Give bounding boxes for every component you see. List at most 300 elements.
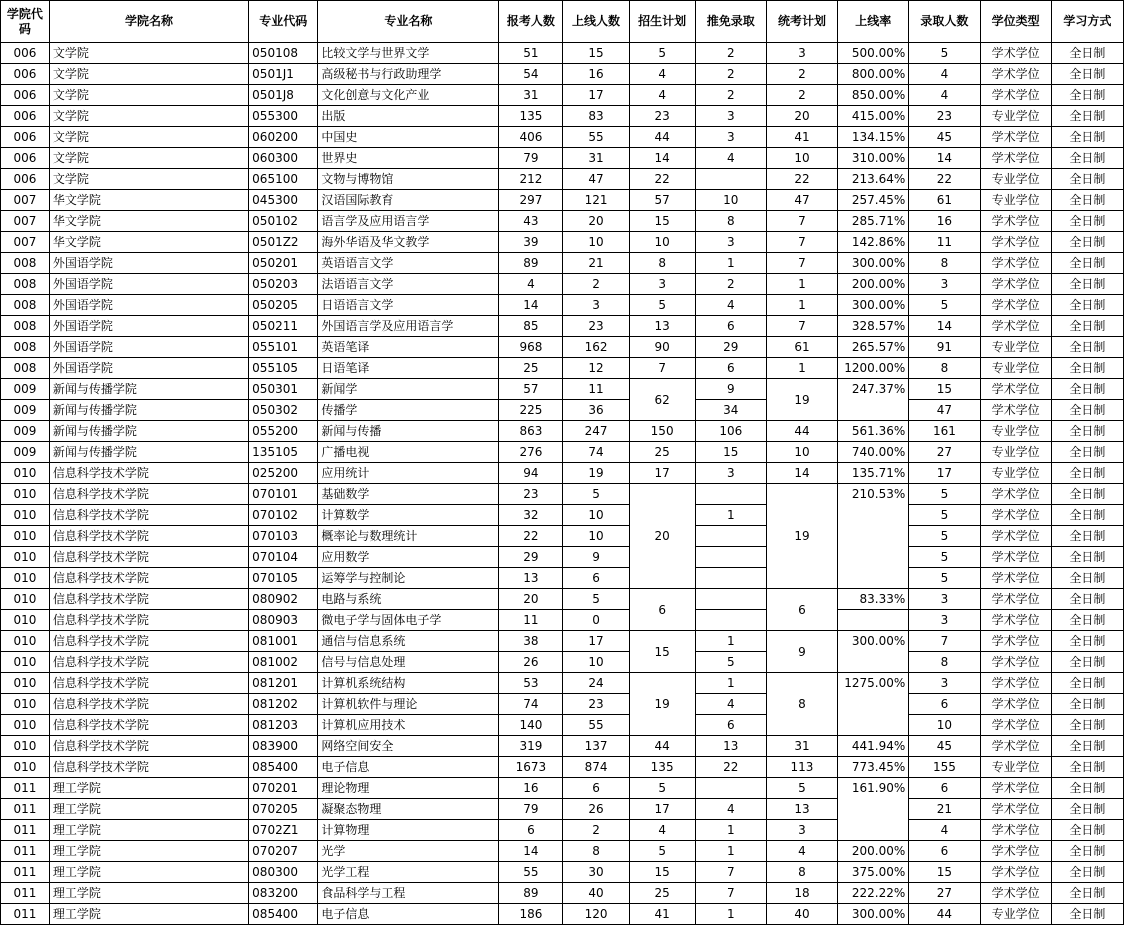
cell-major-name: 网络空间安全 <box>318 736 499 757</box>
cell-major-code: 070102 <box>249 505 318 526</box>
cell-exempt: 1 <box>695 820 766 841</box>
cell-plan: 4 <box>629 85 695 106</box>
cell-college-code: 010 <box>1 505 50 526</box>
cell-passed: 23 <box>563 694 629 715</box>
cell-plan: 5 <box>629 841 695 862</box>
cell-exam-plan: 7 <box>766 316 837 337</box>
cell-admitted: 14 <box>909 148 980 169</box>
cell-college-name: 信息科学技术学院 <box>49 652 248 673</box>
cell-college-code: 010 <box>1 652 50 673</box>
table-row <box>1 799 1124 820</box>
cell-college-name: 华文学院 <box>49 232 248 253</box>
cell-degree-type: 学术学位 <box>980 43 1051 64</box>
cell-major-name: 出版 <box>318 106 499 127</box>
cell-study-mode: 全日制 <box>1051 799 1123 820</box>
cell-exempt: 13 <box>695 736 766 757</box>
cell-plan: 4 <box>629 64 695 85</box>
cell-pass-rate: 134.15% <box>838 127 909 148</box>
cell-college-name: 外国语学院 <box>49 316 248 337</box>
cell-admitted: 15 <box>909 862 980 883</box>
col-exam-plan: 统考计划 <box>766 1 837 43</box>
cell-major-name: 运筹学与控制论 <box>318 568 499 589</box>
cell-study-mode: 全日制 <box>1051 841 1123 862</box>
cell-applicants: 94 <box>499 463 563 484</box>
cell-study-mode: 全日制 <box>1051 421 1123 442</box>
cell-major-code: 050301 <box>249 379 318 400</box>
cell-pass-rate: 300.00% <box>838 295 909 316</box>
cell-passed: 17 <box>563 631 629 652</box>
table-row <box>1 295 1124 316</box>
cell-major-name: 计算机应用技术 <box>318 715 499 736</box>
cell-plan: 41 <box>629 904 695 925</box>
cell-pass-rate: 247.37% <box>838 379 909 421</box>
cell-college-code: 006 <box>1 127 50 148</box>
cell-study-mode: 全日制 <box>1051 694 1123 715</box>
cell-passed: 36 <box>563 400 629 421</box>
cell-pass-rate: 328.57% <box>838 316 909 337</box>
cell-college-name: 信息科学技术学院 <box>49 589 248 610</box>
cell-major-code: 050302 <box>249 400 318 421</box>
cell-plan: 15 <box>629 211 695 232</box>
col-study-mode: 学习方式 <box>1051 1 1123 43</box>
cell-college-code: 010 <box>1 589 50 610</box>
cell-major-code: 070103 <box>249 526 318 547</box>
cell-pass-rate: 200.00% <box>838 841 909 862</box>
cell-major-name: 外国语言学及应用语言学 <box>318 316 499 337</box>
cell-admitted: 5 <box>909 484 980 505</box>
col-passed: 上线人数 <box>563 1 629 43</box>
cell-applicants: 135 <box>499 106 563 127</box>
cell-college-name: 新闻与传播学院 <box>49 379 248 400</box>
cell-applicants: 276 <box>499 442 563 463</box>
cell-study-mode: 全日制 <box>1051 64 1123 85</box>
cell-pass-rate: 561.36% <box>838 421 909 442</box>
cell-pass-rate: 1275.00% <box>838 673 909 736</box>
cell-exempt: 10 <box>695 190 766 211</box>
cell-admitted: 161 <box>909 421 980 442</box>
cell-plan: 13 <box>629 316 695 337</box>
cell-applicants: 16 <box>499 778 563 799</box>
cell-passed: 2 <box>563 820 629 841</box>
cell-college-code: 007 <box>1 211 50 232</box>
cell-exam-plan: 10 <box>766 148 837 169</box>
cell-study-mode: 全日制 <box>1051 232 1123 253</box>
cell-exam-plan: 61 <box>766 337 837 358</box>
cell-passed: 10 <box>563 526 629 547</box>
cell-major-code: 055101 <box>249 337 318 358</box>
cell-college-code: 008 <box>1 358 50 379</box>
cell-major-code: 050201 <box>249 253 318 274</box>
cell-college-code: 011 <box>1 820 50 841</box>
table-row <box>1 64 1124 85</box>
cell-study-mode: 全日制 <box>1051 442 1123 463</box>
cell-study-mode: 全日制 <box>1051 316 1123 337</box>
cell-exam-plan: 10 <box>766 442 837 463</box>
cell-study-mode: 全日制 <box>1051 379 1123 400</box>
cell-admitted: 45 <box>909 736 980 757</box>
cell-exam-plan: 20 <box>766 106 837 127</box>
table-row <box>1 757 1124 778</box>
cell-pass-rate: 161.90% <box>838 778 909 841</box>
cell-major-name: 英语语言文学 <box>318 253 499 274</box>
cell-college-name: 外国语学院 <box>49 274 248 295</box>
cell-study-mode: 全日制 <box>1051 169 1123 190</box>
cell-exam-plan: 113 <box>766 757 837 778</box>
cell-applicants: 55 <box>499 862 563 883</box>
cell-passed: 10 <box>563 232 629 253</box>
cell-passed: 6 <box>563 568 629 589</box>
cell-plan: 25 <box>629 442 695 463</box>
cell-applicants: 14 <box>499 295 563 316</box>
cell-study-mode: 全日制 <box>1051 106 1123 127</box>
cell-admitted: 6 <box>909 841 980 862</box>
cell-major-code: 083900 <box>249 736 318 757</box>
cell-college-code: 008 <box>1 274 50 295</box>
cell-plan: 57 <box>629 190 695 211</box>
cell-college-code: 008 <box>1 295 50 316</box>
col-exempt: 推免录取 <box>695 1 766 43</box>
cell-plan: 62 <box>629 379 695 421</box>
cell-pass-rate: 800.00% <box>838 64 909 85</box>
cell-passed: 11 <box>563 379 629 400</box>
cell-college-name: 文学院 <box>49 85 248 106</box>
cell-plan: 15 <box>629 862 695 883</box>
cell-pass-rate: 200.00% <box>838 274 909 295</box>
cell-exam-plan: 2 <box>766 85 837 106</box>
cell-study-mode: 全日制 <box>1051 505 1123 526</box>
cell-major-code: 080903 <box>249 610 318 631</box>
cell-admitted: 8 <box>909 358 980 379</box>
cell-college-code: 010 <box>1 463 50 484</box>
cell-passed: 9 <box>563 547 629 568</box>
cell-exam-plan: 2 <box>766 64 837 85</box>
cell-passed: 40 <box>563 883 629 904</box>
cell-major-name: 凝聚态物理 <box>318 799 499 820</box>
cell-passed: 2 <box>563 274 629 295</box>
cell-major-code: 050211 <box>249 316 318 337</box>
cell-major-code: 055300 <box>249 106 318 127</box>
cell-college-code: 009 <box>1 379 50 400</box>
cell-pass-rate: 300.00% <box>838 631 909 673</box>
table-row <box>1 652 1124 673</box>
cell-college-name: 外国语学院 <box>49 358 248 379</box>
cell-study-mode: 全日制 <box>1051 883 1123 904</box>
cell-pass-rate: 300.00% <box>838 904 909 925</box>
cell-major-name: 微电子学与固体电子学 <box>318 610 499 631</box>
cell-plan: 5 <box>629 778 695 799</box>
cell-college-name: 华文学院 <box>49 190 248 211</box>
cell-study-mode: 全日制 <box>1051 43 1123 64</box>
cell-plan: 44 <box>629 127 695 148</box>
cell-admitted: 4 <box>909 64 980 85</box>
table-row <box>1 505 1124 526</box>
cell-admitted: 7 <box>909 631 980 652</box>
cell-major-code: 070105 <box>249 568 318 589</box>
cell-pass-rate: 265.57% <box>838 337 909 358</box>
table-row <box>1 841 1124 862</box>
col-plan: 招生计划 <box>629 1 695 43</box>
cell-study-mode: 全日制 <box>1051 547 1123 568</box>
cell-exam-plan: 47 <box>766 190 837 211</box>
cell-admitted: 91 <box>909 337 980 358</box>
table-row <box>1 673 1124 694</box>
cell-degree-type: 学术学位 <box>980 841 1051 862</box>
cell-plan: 3 <box>629 274 695 295</box>
cell-major-name: 语言学及应用语言学 <box>318 211 499 232</box>
cell-major-name: 计算机软件与理论 <box>318 694 499 715</box>
cell-exempt: 15 <box>695 442 766 463</box>
cell-pass-rate: 441.94% <box>838 736 909 757</box>
cell-degree-type: 专业学位 <box>980 190 1051 211</box>
cell-major-name: 食品科学与工程 <box>318 883 499 904</box>
cell-plan: 10 <box>629 232 695 253</box>
table-row <box>1 547 1124 568</box>
cell-college-code: 010 <box>1 631 50 652</box>
cell-major-name: 高级秘书与行政助理学 <box>318 64 499 85</box>
cell-study-mode: 全日制 <box>1051 652 1123 673</box>
table-row <box>1 484 1124 505</box>
cell-major-name: 新闻与传播 <box>318 421 499 442</box>
table-row <box>1 526 1124 547</box>
cell-applicants: 297 <box>499 190 563 211</box>
table-row <box>1 106 1124 127</box>
table-row <box>1 379 1124 400</box>
cell-plan: 7 <box>629 358 695 379</box>
cell-admitted: 5 <box>909 43 980 64</box>
cell-college-name: 文学院 <box>49 64 248 85</box>
cell-passed: 0 <box>563 610 629 631</box>
cell-admitted: 16 <box>909 211 980 232</box>
cell-plan: 8 <box>629 253 695 274</box>
cell-admitted: 6 <box>909 778 980 799</box>
cell-applicants: 39 <box>499 232 563 253</box>
cell-exempt <box>695 526 766 547</box>
cell-admitted: 3 <box>909 274 980 295</box>
cell-college-name: 理工学院 <box>49 862 248 883</box>
cell-major-name: 应用统计 <box>318 463 499 484</box>
cell-admitted: 44 <box>909 904 980 925</box>
cell-college-code: 011 <box>1 841 50 862</box>
table-row <box>1 337 1124 358</box>
table-row <box>1 190 1124 211</box>
cell-plan: 19 <box>629 673 695 736</box>
cell-degree-type: 学术学位 <box>980 694 1051 715</box>
cell-major-code: 085400 <box>249 757 318 778</box>
cell-major-code: 025200 <box>249 463 318 484</box>
cell-college-code: 009 <box>1 400 50 421</box>
table-row <box>1 778 1124 799</box>
cell-pass-rate: 773.45% <box>838 757 909 778</box>
cell-study-mode: 全日制 <box>1051 610 1123 631</box>
cell-exempt: 3 <box>695 463 766 484</box>
cell-study-mode: 全日制 <box>1051 526 1123 547</box>
cell-college-name: 信息科学技术学院 <box>49 631 248 652</box>
cell-major-code: 081202 <box>249 694 318 715</box>
cell-pass-rate: 135.71% <box>838 463 909 484</box>
cell-admitted: 21 <box>909 799 980 820</box>
cell-exempt: 4 <box>695 148 766 169</box>
cell-college-name: 信息科学技术学院 <box>49 547 248 568</box>
cell-passed: 15 <box>563 43 629 64</box>
cell-college-name: 信息科学技术学院 <box>49 610 248 631</box>
col-applicants: 报考人数 <box>499 1 563 43</box>
cell-admitted: 27 <box>909 442 980 463</box>
cell-passed: 8 <box>563 841 629 862</box>
col-admitted: 录取人数 <box>909 1 980 43</box>
cell-study-mode: 全日制 <box>1051 400 1123 421</box>
cell-exempt: 4 <box>695 694 766 715</box>
cell-major-name: 比较文学与世界文学 <box>318 43 499 64</box>
cell-college-code: 009 <box>1 442 50 463</box>
cell-applicants: 23 <box>499 484 563 505</box>
cell-college-code: 010 <box>1 694 50 715</box>
cell-passed: 10 <box>563 652 629 673</box>
cell-exempt: 6 <box>695 358 766 379</box>
cell-pass-rate: 257.45% <box>838 190 909 211</box>
cell-major-code: 135105 <box>249 442 318 463</box>
cell-pass-rate: 210.53% <box>838 484 909 589</box>
cell-college-code: 010 <box>1 610 50 631</box>
cell-study-mode: 全日制 <box>1051 253 1123 274</box>
cell-admitted: 3 <box>909 673 980 694</box>
cell-applicants: 29 <box>499 547 563 568</box>
table-row <box>1 169 1124 190</box>
cell-college-name: 理工学院 <box>49 778 248 799</box>
cell-major-name: 世界史 <box>318 148 499 169</box>
cell-exempt <box>695 547 766 568</box>
cell-college-code: 007 <box>1 232 50 253</box>
cell-degree-type: 学术学位 <box>980 820 1051 841</box>
cell-major-name: 新闻学 <box>318 379 499 400</box>
table-row <box>1 316 1124 337</box>
table-row <box>1 43 1124 64</box>
cell-applicants: 57 <box>499 379 563 400</box>
cell-applicants: 89 <box>499 253 563 274</box>
cell-college-name: 新闻与传播学院 <box>49 400 248 421</box>
cell-degree-type: 学术学位 <box>980 862 1051 883</box>
cell-exam-plan: 3 <box>766 820 837 841</box>
cell-exam-plan: 1 <box>766 295 837 316</box>
cell-admitted: 8 <box>909 253 980 274</box>
cell-applicants: 186 <box>499 904 563 925</box>
cell-passed: 12 <box>563 358 629 379</box>
cell-degree-type: 学术学位 <box>980 778 1051 799</box>
cell-applicants: 43 <box>499 211 563 232</box>
cell-major-code: 081201 <box>249 673 318 694</box>
cell-college-code: 010 <box>1 673 50 694</box>
cell-exempt: 4 <box>695 799 766 820</box>
cell-study-mode: 全日制 <box>1051 631 1123 652</box>
col-degree-type: 学位类型 <box>980 1 1051 43</box>
cell-major-code: 0702Z1 <box>249 820 318 841</box>
cell-applicants: 51 <box>499 43 563 64</box>
cell-study-mode: 全日制 <box>1051 904 1123 925</box>
cell-major-name: 英语笔译 <box>318 337 499 358</box>
table-row <box>1 862 1124 883</box>
cell-exempt: 3 <box>695 232 766 253</box>
cell-major-code: 081203 <box>249 715 318 736</box>
cell-exempt: 8 <box>695 211 766 232</box>
cell-exempt: 9 <box>695 379 766 400</box>
cell-plan: 5 <box>629 43 695 64</box>
cell-college-name: 文学院 <box>49 43 248 64</box>
cell-major-code: 080902 <box>249 589 318 610</box>
cell-applicants: 406 <box>499 127 563 148</box>
cell-major-name: 计算机系统结构 <box>318 673 499 694</box>
cell-exam-plan: 4 <box>766 841 837 862</box>
cell-exempt: 34 <box>695 400 766 421</box>
table-row <box>1 148 1124 169</box>
cell-degree-type: 学术学位 <box>980 211 1051 232</box>
cell-exempt: 1 <box>695 505 766 526</box>
cell-college-code: 008 <box>1 316 50 337</box>
cell-major-name: 法语语言文学 <box>318 274 499 295</box>
cell-passed: 6 <box>563 778 629 799</box>
cell-study-mode: 全日制 <box>1051 484 1123 505</box>
cell-college-code: 011 <box>1 778 50 799</box>
cell-applicants: 1673 <box>499 757 563 778</box>
cell-exam-plan: 19 <box>766 484 837 589</box>
cell-major-code: 070207 <box>249 841 318 862</box>
cell-degree-type: 专业学位 <box>980 904 1051 925</box>
cell-degree-type: 学术学位 <box>980 883 1051 904</box>
cell-degree-type: 学术学位 <box>980 379 1051 400</box>
table-row <box>1 883 1124 904</box>
cell-major-name: 海外华语及华文教学 <box>318 232 499 253</box>
cell-exam-plan: 22 <box>766 169 837 190</box>
cell-admitted: 5 <box>909 526 980 547</box>
cell-degree-type: 学术学位 <box>980 400 1051 421</box>
cell-pass-rate: 850.00% <box>838 85 909 106</box>
table-row <box>1 253 1124 274</box>
cell-degree-type: 学术学位 <box>980 673 1051 694</box>
cell-college-code: 010 <box>1 547 50 568</box>
cell-passed: 21 <box>563 253 629 274</box>
cell-major-code: 050102 <box>249 211 318 232</box>
cell-major-code: 065100 <box>249 169 318 190</box>
cell-applicants: 25 <box>499 358 563 379</box>
cell-admitted: 155 <box>909 757 980 778</box>
cell-passed: 19 <box>563 463 629 484</box>
cell-major-name: 广播电视 <box>318 442 499 463</box>
table-row <box>1 589 1124 610</box>
cell-study-mode: 全日制 <box>1051 757 1123 778</box>
cell-admitted: 5 <box>909 568 980 589</box>
table-row <box>1 211 1124 232</box>
table-row <box>1 820 1124 841</box>
cell-major-name: 理论物理 <box>318 778 499 799</box>
cell-college-name: 外国语学院 <box>49 253 248 274</box>
cell-degree-type: 学术学位 <box>980 715 1051 736</box>
cell-major-name: 光学工程 <box>318 862 499 883</box>
cell-applicants: 32 <box>499 505 563 526</box>
cell-exempt: 2 <box>695 64 766 85</box>
cell-major-code: 070101 <box>249 484 318 505</box>
cell-applicants: 74 <box>499 694 563 715</box>
cell-degree-type: 专业学位 <box>980 463 1051 484</box>
col-major-name: 专业名称 <box>318 1 499 43</box>
table-row <box>1 694 1124 715</box>
cell-college-code: 011 <box>1 862 50 883</box>
cell-passed: 120 <box>563 904 629 925</box>
cell-degree-type: 专业学位 <box>980 757 1051 778</box>
cell-passed: 874 <box>563 757 629 778</box>
cell-exempt: 4 <box>695 295 766 316</box>
table-row <box>1 421 1124 442</box>
cell-plan: 14 <box>629 148 695 169</box>
cell-major-name: 计算数学 <box>318 505 499 526</box>
cell-college-code: 010 <box>1 568 50 589</box>
